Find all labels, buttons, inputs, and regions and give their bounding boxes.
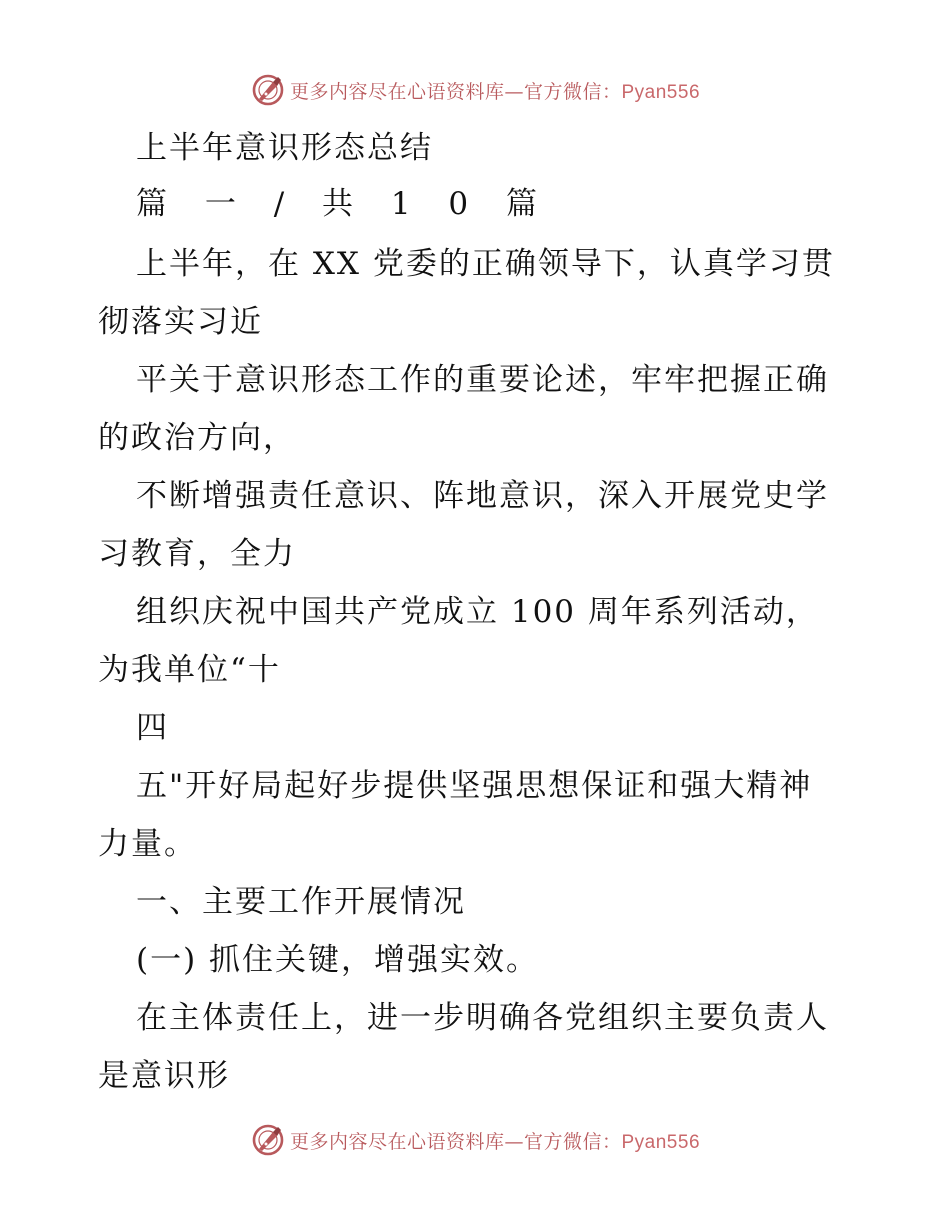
paragraph-line: 平关于意识形态工作的重要论述，牢牢把握正确 xyxy=(136,362,829,398)
subsection-heading: (一) 抓住关键，增强实效。 xyxy=(136,942,540,978)
paragraph-line: 为我单位“十 xyxy=(98,652,281,688)
paragraph-line: 彻落实习近 xyxy=(98,304,263,340)
paragraph-line: 在主体责任上，进一步明确各党组织主要负责人 xyxy=(136,1000,829,1036)
section-heading: 一、主要工作开展情况 xyxy=(136,884,466,920)
paragraph-line: 是意识形 xyxy=(98,1058,230,1094)
document-part-label: 篇 一 / 共 1 0 篇 xyxy=(136,186,552,222)
pen-nib-circle-icon xyxy=(250,72,286,108)
paragraph-line: 组织庆祝中国共产党成立 100 周年系列活动， xyxy=(136,594,819,630)
watermark-text: 更多内容尽在心语资料库—官方微信：Pyan556 xyxy=(289,80,701,103)
paragraph-line: 上半年，在 XX 党委的正确领导下，认真学习贯 xyxy=(136,246,835,282)
paragraph-line: 力量。 xyxy=(98,826,197,862)
footer-watermark xyxy=(0,1120,950,1160)
paragraph-line: 的政治方向， xyxy=(98,420,296,456)
paragraph-line: 四 xyxy=(136,710,169,746)
paragraph-line: 五"开好局起好步提供坚强思想保证和强大精神 xyxy=(136,768,813,804)
watermark-text: 更多内容尽在心语资料库—官方微信：Pyan556 xyxy=(289,1130,701,1153)
header-watermark xyxy=(0,70,950,110)
pen-nib-circle-icon xyxy=(250,1122,286,1158)
paragraph-line: 不断增强责任意识、阵地意识，深入开展党史学 xyxy=(136,478,829,514)
document-title: 上半年意识形态总结 xyxy=(136,130,433,166)
paragraph-line: 习教育，全力 xyxy=(98,536,296,572)
